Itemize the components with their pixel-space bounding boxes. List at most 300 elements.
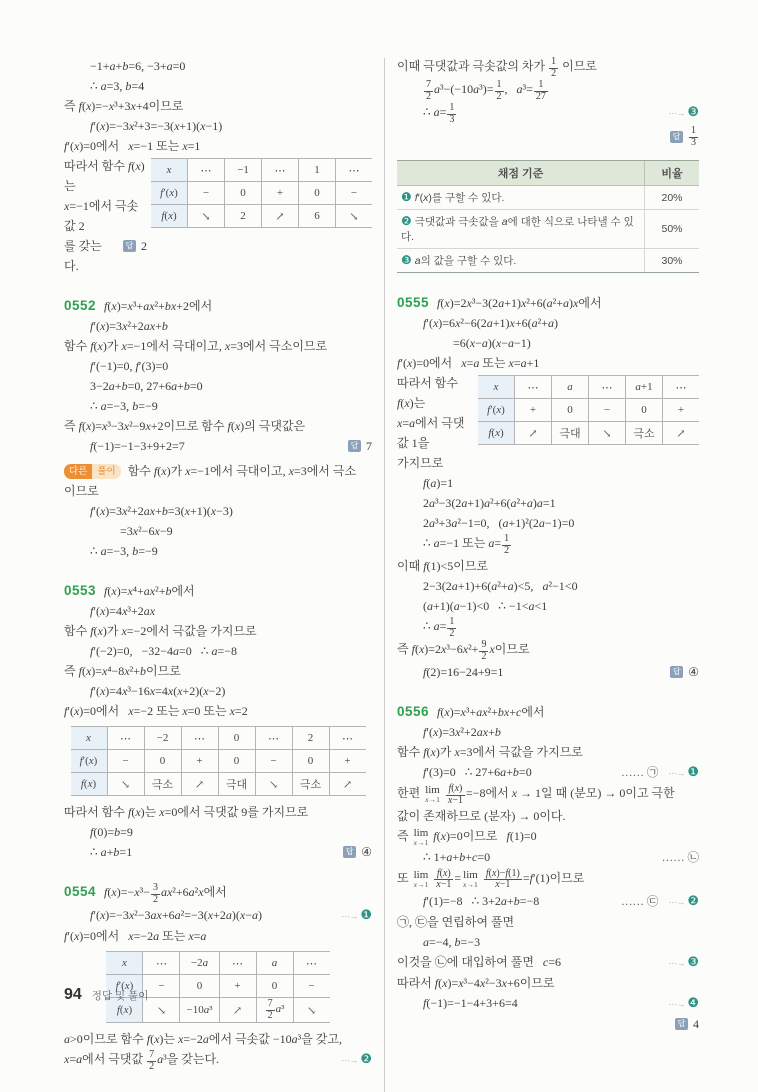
line-text: 또 lim x→1 $\frac{f(x)}{x-1}$ = lim x→1 $\frac{f(x)-f(1)}{x-1}$ =f′(1)이므로 — [397, 867, 585, 891]
line-text: 한편 lim x→1 $\frac{f(x)}{x-1}$ =−8에서 x → 1일 때 (분모) → 0이고 극한 — [397, 783, 675, 806]
line-text: $\frac{7}{2}$ a³−(−10a³)= $\frac{1}{2}$ , a³= $\frac{1}{27}$ — [426, 79, 546, 102]
solution-line — [64, 842, 372, 862]
line-text: 함수 f(x)가 x=3에서 극값을 가지므로 — [397, 745, 583, 759]
line-text: f′(x)=3x²+2ax+b — [423, 725, 501, 739]
line-text: 함수 f(x)가 x=−1에서 극대이고, x=3에서 극소이므로 — [64, 339, 328, 353]
step-number-circle: ❶ — [401, 190, 412, 204]
table-cell: ↗ — [663, 422, 700, 445]
line-text: ∴ a+b=1 — [90, 845, 133, 859]
grading-header-ratio: 비율 — [645, 161, 700, 186]
problem-0553 — [64, 581, 372, 862]
table-cell: ⋯ — [329, 727, 366, 750]
line-text: (a+1)(a−1)<0 ∴ −1<a<1 — [423, 599, 548, 613]
line-text: f(x)=2x³−3(2a+1)x²+6(a²+a)x에서 — [437, 296, 602, 310]
table-cell: 극소 — [626, 422, 663, 445]
line-text: ㉠, ㉢을 연립하여 풀면 — [397, 914, 515, 929]
line-text: f′(−2)=0, −32−4a=0 ∴ a=−8 — [90, 644, 237, 658]
solution-line — [64, 701, 372, 721]
table-cell: ↘ — [336, 205, 373, 228]
solution-line — [64, 76, 372, 96]
line-text: 즉 lim x→1 f(x)=0이므로 f(1)=0 — [397, 827, 537, 848]
line-text: 를 갖는다. — [64, 239, 102, 273]
line-text: f(2)=16−24+9=1 — [423, 665, 504, 679]
step-number-circle: ❸ — [687, 104, 699, 119]
answer-badge — [343, 842, 372, 862]
solution-line — [397, 56, 699, 79]
table-cell: − — [293, 975, 330, 998]
solution-line — [397, 413, 474, 453]
line-text: ∴ a=3, b=4 — [90, 79, 145, 93]
table-cell: ↘ — [589, 422, 626, 445]
line-markers — [115, 236, 147, 256]
fraction: $\frac{f(x)}{x-1}$ — [447, 783, 463, 806]
sign-chart-row — [478, 376, 699, 399]
solution-line — [397, 891, 699, 912]
table-cell: ⋯ — [336, 159, 373, 182]
line-text: f(−1)=−1−3+9+2=7 — [90, 439, 185, 453]
grading-row — [397, 210, 699, 249]
line-text: 이때 f(1)<5이므로 — [397, 559, 489, 573]
row-header-cell: x — [71, 727, 108, 750]
solution-line — [64, 461, 372, 481]
grading-criteria-cell: ❶ f′(x)를 구할 수 있다. — [397, 186, 645, 210]
line-markers — [340, 436, 372, 456]
table-cell: − — [589, 399, 626, 422]
table-cell: + — [663, 399, 700, 422]
table-cell: 0 — [225, 182, 262, 205]
line-text: −1+a+b=6, −3+a=0 — [90, 59, 186, 73]
grading-header-row — [397, 161, 699, 186]
fraction: $\frac{7}{2}$ — [267, 998, 273, 1021]
step-marker — [668, 762, 699, 783]
solution-line — [397, 912, 699, 932]
solution-line — [397, 513, 699, 533]
solution-line — [64, 822, 372, 842]
alternative-solution-badge — [64, 464, 121, 479]
table-cell: 0 — [180, 975, 219, 998]
line-text: 따라서 함수 f(x)는 — [397, 376, 461, 410]
table-cell: 2 — [292, 727, 329, 750]
answer-value — [688, 125, 699, 148]
table-cell: 6 — [299, 205, 336, 228]
fraction: $\frac{3}{2}$ — [152, 882, 158, 905]
line-text: f(x)=−x³− $\frac{3}{2}$ ax²+6a²x에서 — [104, 882, 227, 905]
line-text: f′(x)=0에서 x=−2 또는 x=0 또는 x=2 — [64, 704, 248, 718]
solution-line — [64, 116, 372, 136]
table-cell: 0 — [144, 750, 181, 773]
line-text: ∴ a=−3, b=−9 — [90, 544, 158, 558]
step-number-circle: ❸ — [687, 953, 699, 969]
solution-line — [397, 473, 474, 493]
solution-line — [64, 581, 372, 601]
line-text: f(x)=x³+ax²+bx+2에서 — [104, 299, 213, 313]
line-text: 2a³+3a²−1=0, (a+1)²(2a−1)=0 — [423, 516, 575, 530]
line-text: 함수 f(x)가 x=−2에서 극값을 가지므로 — [64, 624, 257, 638]
table-cell: 1 — [299, 159, 336, 182]
table-cell: − — [336, 182, 373, 205]
line-text: f(x)=x⁴+ax²+b에서 — [104, 584, 195, 598]
row-header-cell: f′(x) — [106, 975, 143, 998]
reference-mark: …… ㉠ — [620, 767, 659, 779]
table-cell: + — [515, 399, 552, 422]
line-text: ∴ 1+a+b+c=0 — [423, 849, 491, 864]
table-cell: ↗ — [515, 422, 552, 445]
line-markers — [613, 891, 699, 912]
step-number-circle: ❹ — [687, 994, 699, 1010]
row-header-cell: f(x) — [106, 998, 143, 1023]
table-cell: ⋯ — [188, 159, 225, 182]
table-cell: 0 — [256, 975, 293, 998]
solution-line — [397, 556, 699, 576]
table-cell: ⋯ — [262, 159, 299, 182]
grading-ratio-cell: 20% — [645, 186, 700, 210]
problem-number: 0556 — [397, 704, 430, 719]
grading-header-criteria: 채점 기준 — [397, 161, 645, 186]
answer-badge — [670, 125, 699, 148]
solution-line — [397, 722, 699, 742]
answer-value: 7 — [366, 439, 372, 453]
table-cell: + — [329, 750, 366, 773]
solution-line — [397, 639, 699, 662]
flex-table — [151, 158, 372, 228]
line-text: a>0이므로 함수 f(x)는 x=−2a에서 극솟값 −10a³을 갖고, — [64, 1032, 342, 1046]
table-cell: − — [107, 750, 144, 773]
text-beside-table — [64, 156, 372, 276]
solution-line — [64, 136, 372, 156]
line-text: f(0)=b=9 — [90, 825, 133, 839]
solution-line — [64, 601, 372, 621]
solution-line — [397, 973, 699, 993]
table-cell: ⋯ — [219, 952, 256, 975]
line-text: 가지므로 — [397, 456, 444, 470]
solution-line — [397, 993, 699, 1014]
line-text: f′(x)=6x²−6(2a+1)x+6(a²+a) — [423, 316, 558, 330]
answer-icon: 답 — [675, 1018, 688, 1030]
line-text: f′(x)=3x²+2ax+b=3(x+1)(x−3) — [90, 504, 233, 518]
problem-number: 0555 — [397, 295, 430, 310]
line-markers — [335, 842, 372, 862]
answer-icon: 답 — [123, 240, 136, 252]
fraction: $\frac{1}{27}$ — [535, 79, 546, 102]
solution-line — [64, 926, 372, 946]
left-column — [64, 56, 372, 1092]
step-marker — [341, 1049, 372, 1070]
answer-icon: 답 — [348, 440, 361, 452]
table-cell: 0 — [292, 750, 329, 773]
answer-badge — [670, 662, 699, 682]
line-text: 이때 극댓값과 극솟값의 차가 $\frac{1}{2}$ 이므로 — [397, 56, 597, 79]
table-cell: + — [262, 182, 299, 205]
line-text: ∴ a=−3, b=−9 — [90, 399, 158, 413]
table-cell: + — [181, 750, 218, 773]
solution-line — [397, 1014, 699, 1034]
solution-line — [397, 453, 474, 473]
table-cell: + — [219, 975, 256, 998]
problem-0556 — [397, 702, 699, 1034]
solution-line — [397, 952, 699, 973]
line-text: ∴ a= $\frac{1}{3}$ — [423, 102, 455, 125]
grading-row — [397, 249, 699, 273]
right-column — [397, 56, 699, 1092]
dotted-arrow: ⋯→ — [668, 896, 685, 907]
answer-icon: 답 — [343, 846, 356, 858]
solution-line — [397, 596, 699, 616]
line-text: =3x²−6x−9 — [120, 524, 173, 538]
sign-chart-row — [478, 399, 699, 422]
sign-chart-row — [151, 182, 372, 205]
dotted-arrow: ⋯→ — [341, 1055, 358, 1065]
line-text: 즉 f(x)=2x³−6x²+ $\frac{9}{2}$ x이므로 — [397, 639, 530, 662]
table-cell: ↘ — [107, 773, 144, 796]
page-number: 94 — [64, 986, 82, 1003]
dotted-arrow: ⋯→ — [668, 998, 685, 1009]
fraction: $\frac{1}{2}$ — [504, 533, 510, 556]
table-cell: ⋯ — [107, 727, 144, 750]
solution-line — [397, 762, 699, 783]
solution-line — [64, 436, 372, 456]
step-marker — [341, 905, 372, 926]
solution-line — [64, 521, 372, 541]
line-markers — [333, 1049, 372, 1070]
step-number-circle: ❶ — [687, 764, 699, 779]
line-text: f′(x)=4x³+2ax — [90, 604, 156, 618]
dotted-arrow: ⋯→ — [668, 957, 685, 968]
line-text: f′(x)=4x³−16x=4x(x+2)(x−2) — [90, 684, 226, 698]
limit-expression: lim x→1 — [413, 827, 429, 848]
row-header-cell: f′(x) — [71, 750, 108, 773]
line-text: x=a에서 극댓값 $\frac{7}{2}$ a³을 갖는다. — [64, 1049, 220, 1072]
grading-criteria-cell: ❷ 극댓값과 극솟값을 a에 대한 식으로 나타낼 수 있다. — [397, 210, 645, 249]
dotted-arrow: ⋯→ — [341, 911, 358, 921]
flex-text — [64, 156, 147, 276]
table-cell: ↘ — [293, 998, 330, 1023]
grading-ratio-cell: 50% — [645, 210, 700, 249]
fraction: $\frac{1}{2}$ — [496, 79, 502, 102]
step-marker — [668, 102, 699, 123]
solution-line — [397, 868, 699, 891]
line-text: 이므로 — [64, 484, 99, 498]
row-header-cell: f(x) — [71, 773, 108, 796]
row-header-cell: x — [151, 159, 188, 182]
fraction: $\frac{1}{2}$ — [551, 56, 557, 79]
solution-line — [397, 125, 699, 148]
table-cell: ↘ — [143, 998, 180, 1023]
solution-line — [397, 333, 699, 353]
table-cell: 0 — [626, 399, 663, 422]
problem-0554 — [64, 882, 372, 1072]
dotted-arrow: ⋯→ — [668, 108, 685, 118]
line-text: 즉 f(x)=x³−3x²−9x+2이므로 함수 f(x)의 극댓값은 — [64, 419, 306, 433]
sign-chart-wrapper — [64, 726, 372, 796]
solution-line — [64, 376, 372, 396]
reference-mark: …… ㉢ — [620, 895, 659, 908]
line-text: 따라서 함수 f(x)는 x=0에서 극댓값 9를 가지므로 — [64, 805, 309, 819]
line-text: f′(−1)=0, f′(3)=0 — [90, 359, 169, 373]
flex-text — [397, 373, 474, 493]
solution-line — [64, 641, 372, 661]
table-cell: 0 — [552, 399, 589, 422]
solution-line — [64, 396, 372, 416]
solution-line — [397, 742, 699, 762]
table-cell: ↗ — [181, 773, 218, 796]
line-markers — [660, 993, 699, 1014]
line-text: 2a³−3(2a+1)a²+6(a²+a)a=1 — [423, 496, 556, 510]
solution-line — [397, 102, 699, 125]
solution-line — [397, 493, 699, 513]
solution-line — [64, 905, 372, 926]
row-header-cell: x — [106, 952, 143, 975]
fraction: $\frac{1}{2}$ — [449, 616, 455, 639]
table-cell: a — [552, 376, 589, 399]
step-number-circle: ❷ — [401, 214, 412, 228]
flex-table — [478, 375, 699, 445]
grading-criteria-table — [397, 160, 699, 273]
problem-number: 0554 — [64, 884, 97, 899]
solution-line — [64, 296, 372, 316]
grading-criteria-cell: ❸ a의 값을 구할 수 있다. — [397, 249, 645, 273]
answer-value: ④ — [688, 665, 699, 679]
table-cell: ⋯ — [589, 376, 626, 399]
step-number-circle: ❸ — [401, 253, 412, 267]
line-markers — [660, 952, 699, 973]
table-cell: ⋯ — [515, 376, 552, 399]
line-text: 따라서 f(x)=x³−4x²−3x+6이므로 — [397, 975, 555, 990]
sign-chart-row — [478, 422, 699, 445]
problem-number: 0553 — [64, 583, 97, 598]
solution-line — [64, 196, 147, 236]
sign-chart-row — [71, 750, 366, 773]
line-text: 따라서 함수 f(x)는 — [64, 159, 145, 193]
solution-line — [397, 662, 699, 682]
table-cell: 극소 — [292, 773, 329, 796]
solution-line — [64, 802, 372, 822]
solution-line — [64, 236, 147, 276]
solution-line — [397, 533, 699, 556]
table-cell: ⋯ — [255, 727, 292, 750]
step-marker — [668, 993, 699, 1014]
grading-ratio-cell: 30% — [645, 249, 700, 273]
solution-line — [64, 1029, 372, 1049]
limit-expression: lim x→1 — [425, 784, 440, 805]
line-text: f′(x)=0에서 x=−1 또는 x=1 — [64, 139, 201, 153]
sign-chart-table — [151, 158, 372, 228]
fraction: $\frac{f(x)-f(1)}{x-1}$ — [485, 867, 520, 891]
solution-line — [64, 621, 372, 641]
sign-chart-row — [71, 773, 366, 796]
reference-mark: …… ㉡ — [661, 851, 699, 864]
line-text: f′(1)=−8 ∴ 3+2a+b=−8 — [423, 893, 540, 908]
answer-value: 2 — [141, 239, 147, 253]
table-cell: a — [256, 952, 293, 975]
line-text: 즉 f(x)=−x³+3x+4이므로 — [64, 99, 184, 113]
line-text: a=−4, b=−3 — [423, 934, 481, 949]
solution-line — [64, 416, 372, 436]
table-cell: $\frac{7}{2}$ a³ — [256, 998, 293, 1023]
solution-line — [397, 932, 699, 952]
answer-icon: 답 — [670, 666, 683, 678]
solution-line — [64, 356, 372, 376]
line-markers — [660, 102, 699, 123]
solution-line — [397, 313, 699, 333]
table-cell: 0 — [218, 727, 255, 750]
row-header-cell: f′(x) — [478, 399, 515, 422]
step-marker — [668, 891, 699, 912]
answer-badge — [123, 236, 147, 256]
step-marker — [668, 952, 699, 973]
line-text: 이것을 ㉡에 대입하여 풀면 c=6 — [397, 954, 562, 969]
row-header-cell: f(x) — [478, 422, 515, 445]
row-header-cell: x — [478, 376, 515, 399]
fraction: $\frac{9}{2}$ — [481, 639, 487, 662]
row-header-cell: f(x) — [151, 205, 188, 228]
badge-left: 다른 — [64, 464, 92, 479]
table-cell: ↗ — [262, 205, 299, 228]
table-cell: 극소 — [144, 773, 181, 796]
table-cell: −10a³ — [180, 998, 219, 1023]
table-cell: − — [255, 750, 292, 773]
solution-line — [397, 702, 699, 722]
table-cell: ⋯ — [181, 727, 218, 750]
line-text: 값이 존재하므로 (분자) → 0이다. — [397, 809, 566, 823]
text-beside-table — [397, 373, 699, 493]
table-cell: 극대 — [552, 422, 589, 445]
badge-right: 풀이 — [92, 464, 120, 479]
line-text: 2−3(2a+1)+6(a²+a)<5, a²−1<0 — [423, 579, 578, 593]
step-number-circle: ❶ — [360, 907, 372, 922]
line-markers — [662, 662, 699, 682]
sign-chart-row — [106, 952, 329, 975]
line-markers — [613, 762, 699, 783]
fraction: $\frac{7}{2}$ — [426, 79, 431, 102]
answer-badge — [675, 1014, 699, 1034]
solution-line — [64, 1049, 372, 1072]
line-text: 3−2a+b=0, 27+6a+b=0 — [90, 379, 203, 393]
step-number-circle: ❷ — [687, 892, 699, 908]
solution-line — [397, 373, 474, 413]
sign-chart-row — [71, 727, 366, 750]
table-cell: ⋯ — [293, 952, 330, 975]
solution-line — [64, 96, 372, 116]
table-cell: 극대 — [218, 773, 255, 796]
table-cell: 0 — [218, 750, 255, 773]
limit-expression: lim x→1 — [413, 869, 429, 890]
line-markers — [654, 848, 699, 868]
table-cell: a+1 — [626, 376, 663, 399]
solution-line — [64, 336, 372, 356]
problem-0554-continued — [397, 56, 699, 273]
solution-line — [64, 661, 372, 681]
step-number-circle: ❷ — [360, 1051, 372, 1066]
table-cell: − — [143, 975, 180, 998]
fraction: $\frac{f(x)}{x-1}$ — [436, 867, 452, 891]
solution-line — [64, 681, 372, 701]
solution-line — [397, 847, 699, 868]
table-cell: 2 — [225, 205, 262, 228]
line-text: x=a에서 극댓값 1을 — [397, 416, 465, 450]
solution-line — [397, 826, 699, 847]
solution-line — [64, 56, 372, 76]
line-text: f(a)=1 — [423, 476, 454, 490]
answer-badge — [348, 436, 372, 456]
line-text: =6(x−a)(x−a−1) — [453, 336, 531, 350]
two-column-layout — [64, 56, 699, 1092]
solution-line — [397, 79, 699, 102]
limit-expression: lim x→1 — [463, 869, 478, 890]
fraction: $\frac{7}{2}$ — [149, 1049, 155, 1072]
problem-number: 0552 — [64, 298, 97, 313]
line-text: f′(x)=0에서 x=−2a 또는 x=a — [64, 929, 207, 943]
solution-line — [397, 576, 699, 596]
